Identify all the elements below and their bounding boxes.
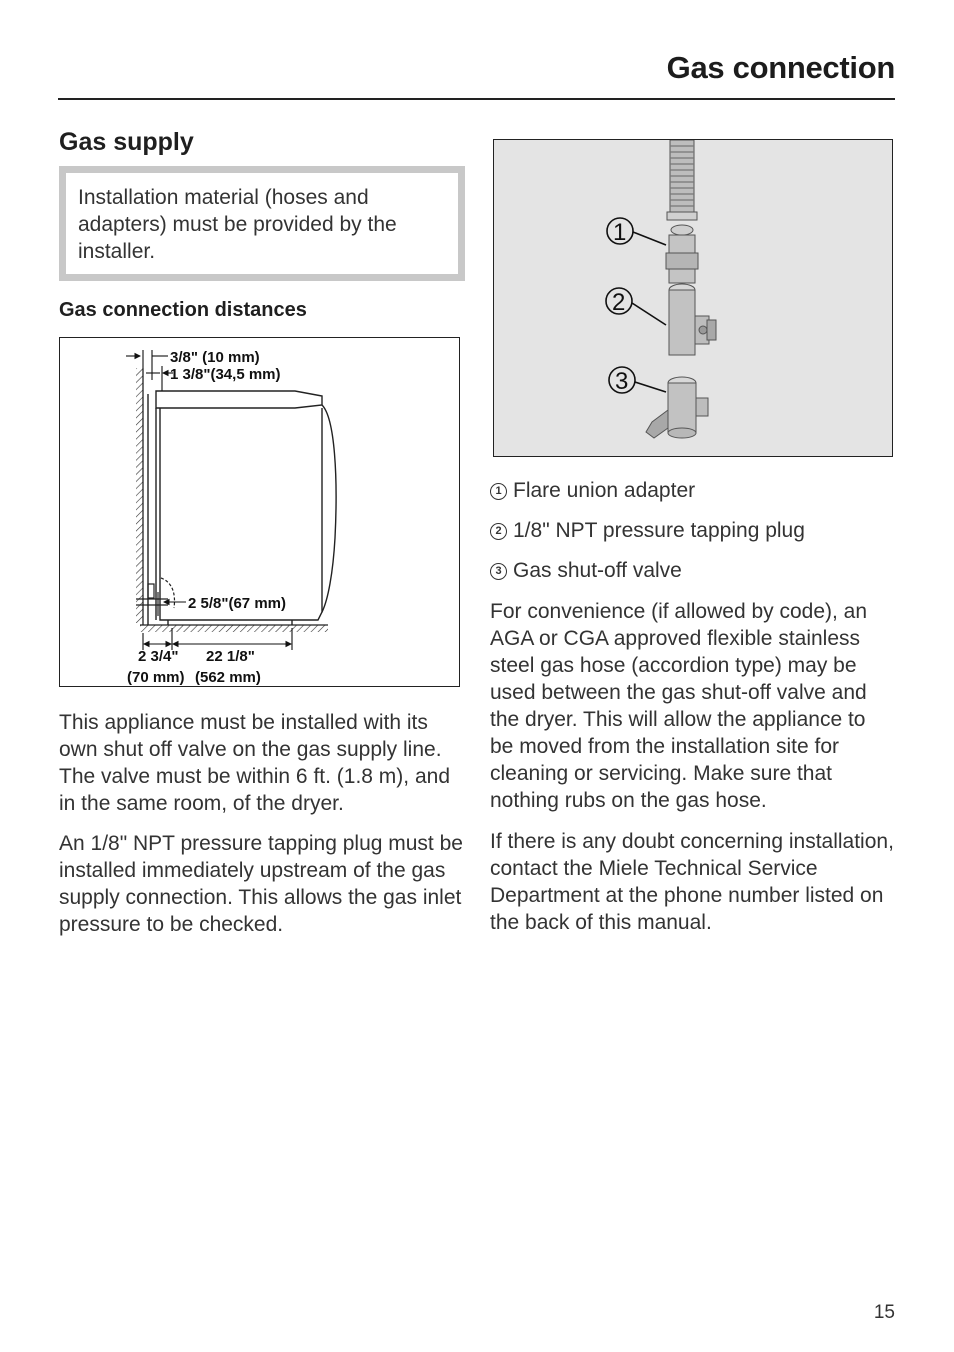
callout-1: 1 — [613, 219, 627, 246]
legend-text: Gas shut-off valve — [513, 559, 682, 582]
legend-text: Flare union adapter — [513, 479, 696, 502]
note-box: Installation material (hoses and adapters) must be provided by the installer. — [59, 166, 465, 281]
dim-left-distance: 2 3/4" — [138, 648, 179, 665]
right-column — [490, 122, 894, 936]
shut-off-valve — [646, 377, 708, 438]
dim-right-distance-mm: (562 mm) — [195, 669, 261, 685]
callout-2: 2 — [612, 289, 626, 316]
legend-text: 1/8" NPT pressure tapping plug — [513, 519, 805, 542]
flare-union-adapter — [666, 225, 698, 283]
sub-heading: Gas connection distances — [59, 299, 307, 321]
paragraph-tapping-plug: An 1/8" NPT pressure tapping plug must be installed immediately upstream of the gas supply connection. This allows the gas inlet pressure to be checked. — [59, 832, 463, 936]
legend-number: 3 — [490, 563, 507, 580]
page-number: 15 — [873, 1302, 895, 1323]
dim-top-gap: 3/8" (10 mm) — [170, 349, 260, 366]
paragraph-contact-service: If there is any doubt concerning installation, contact the Miele Technical Service Department at the phone number listed on the back of this manual. — [490, 830, 894, 934]
legend-item — [490, 558, 894, 584]
legend-item — [490, 478, 894, 504]
dryer-outline — [148, 391, 336, 625]
callout-3: 3 — [615, 368, 629, 395]
legend-number: 2 — [490, 523, 507, 540]
dim-left-distance-mm: (70 mm) — [127, 669, 185, 685]
dim-right-distance: 22 1/8" — [206, 648, 255, 665]
left-column — [59, 122, 465, 938]
page-title: Gas connection — [666, 50, 895, 85]
legend-number: 1 — [490, 483, 507, 500]
connection-distance-diagram — [59, 337, 460, 687]
dim-inlet-height: 2 5/8"(67 mm) — [188, 595, 286, 612]
paragraph-flexible-hose: For convenience (if allowed by code), an AGA or CGA approved flexible stainless steel gas hose (accordion type) may be used between the gas shut-off valve and the dryer. This will allow the appliance to be moved from the installation site for cleaning or servicing. Make sure that nothing rubs on the gas hose. — [490, 600, 868, 812]
accordion-hose — [667, 140, 697, 220]
gas-fittings-illustration — [493, 139, 893, 457]
legend-item — [490, 518, 894, 544]
wall-hatch — [136, 368, 143, 623]
section-heading: Gas supply — [59, 128, 194, 156]
title-rule — [58, 98, 895, 100]
dim-top-offset: 1 3/8"(34,5 mm) — [170, 366, 281, 383]
floor-hatch — [140, 625, 328, 632]
fittings-legend — [490, 478, 894, 584]
pressure-tapping-tee — [669, 284, 716, 355]
paragraph-valve-requirement: This appliance must be installed with its own shut off valve on the gas supply line. The valve must be within 6 ft. (1.8 m), and in the same room, of the dryer. — [59, 711, 451, 815]
